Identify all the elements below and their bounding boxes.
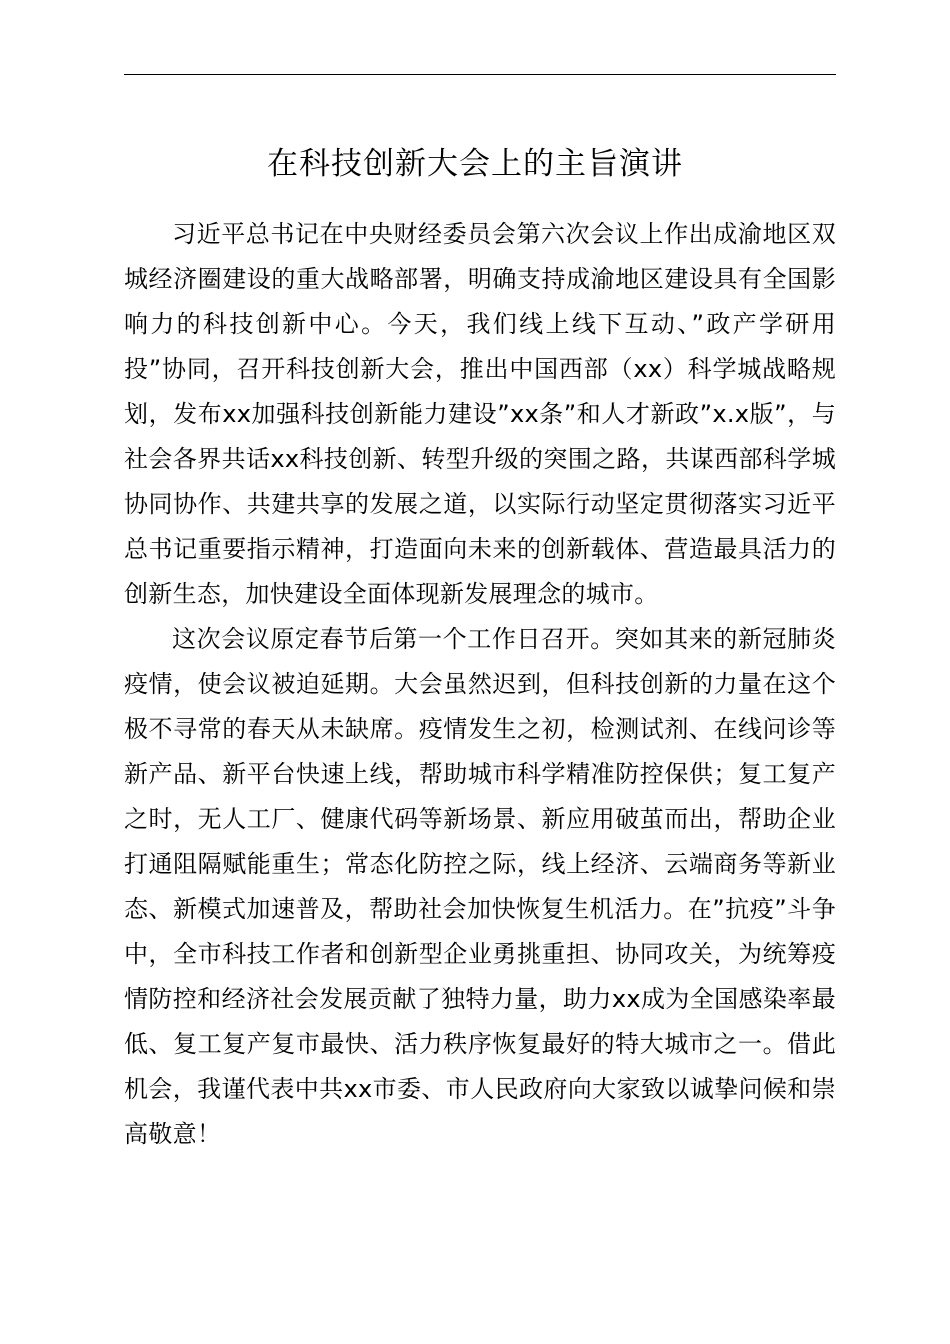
- document-body: [124, 212, 836, 1157]
- header-rule: [124, 74, 836, 75]
- document-title: 在科技创新大会上的主旨演讲: [267, 146, 683, 182]
- paragraph-2: 这次会议原定春节后第一个工作日召开。突如其来的新冠肺炎疫情，使会议被迫延期。大会虽然迟到，但科技创新的力量在这个极不寻常的春天从未缺席。疫情发生之初，检测试剂、在线问诊等新产品、新平台快速上线，帮助城市科学精准防控保供；复工复产之时，无人工厂、健康代码等新场景、新应用破茧而出，帮助企业打通阻隔赋能重生；常态化防控之际，线上经济、云端商务等新业态、新模式加速普及，帮助社会加快恢复生机活力。在”抗疫”斗争中，全市科技工作者和创新型企业勇挑重担、协同攻关，为统筹疫情防控和经济社会发展贡献了独特力量，助力xx成为全国感染率最低、复工复产复市最快、活力秩序恢复最好的特大城市之一。借此机会，我谨代表中共xx市委、市人民政府向大家致以诚挚问候和崇高敬意！: [124, 625, 836, 1148]
- paragraph-1: 习近平总书记在中央财经委员会第六次会议上作出成渝地区双城经济圈建设的重大战略部署，明确支持成渝地区建设具有全国影响力的科技创新中心。今天，我们线上线下互动、”政产学研用投”协同，召开科技创新大会，推出中国西部（xx）科学城战略规划，发布xx加强科技创新能力建设”xx条”和人才新政”x.x版”，与社会各界共话xx科技创新、转型升级的突围之路，共谋西部科学城协同协作、共建共享的发展之道，以实际行动坚定贯彻落实习近平总书记重要指示精神，打造面向未来的创新载体、营造最具活力的创新生态，加快建设全面体现新发展理念的城市。: [124, 220, 836, 608]
